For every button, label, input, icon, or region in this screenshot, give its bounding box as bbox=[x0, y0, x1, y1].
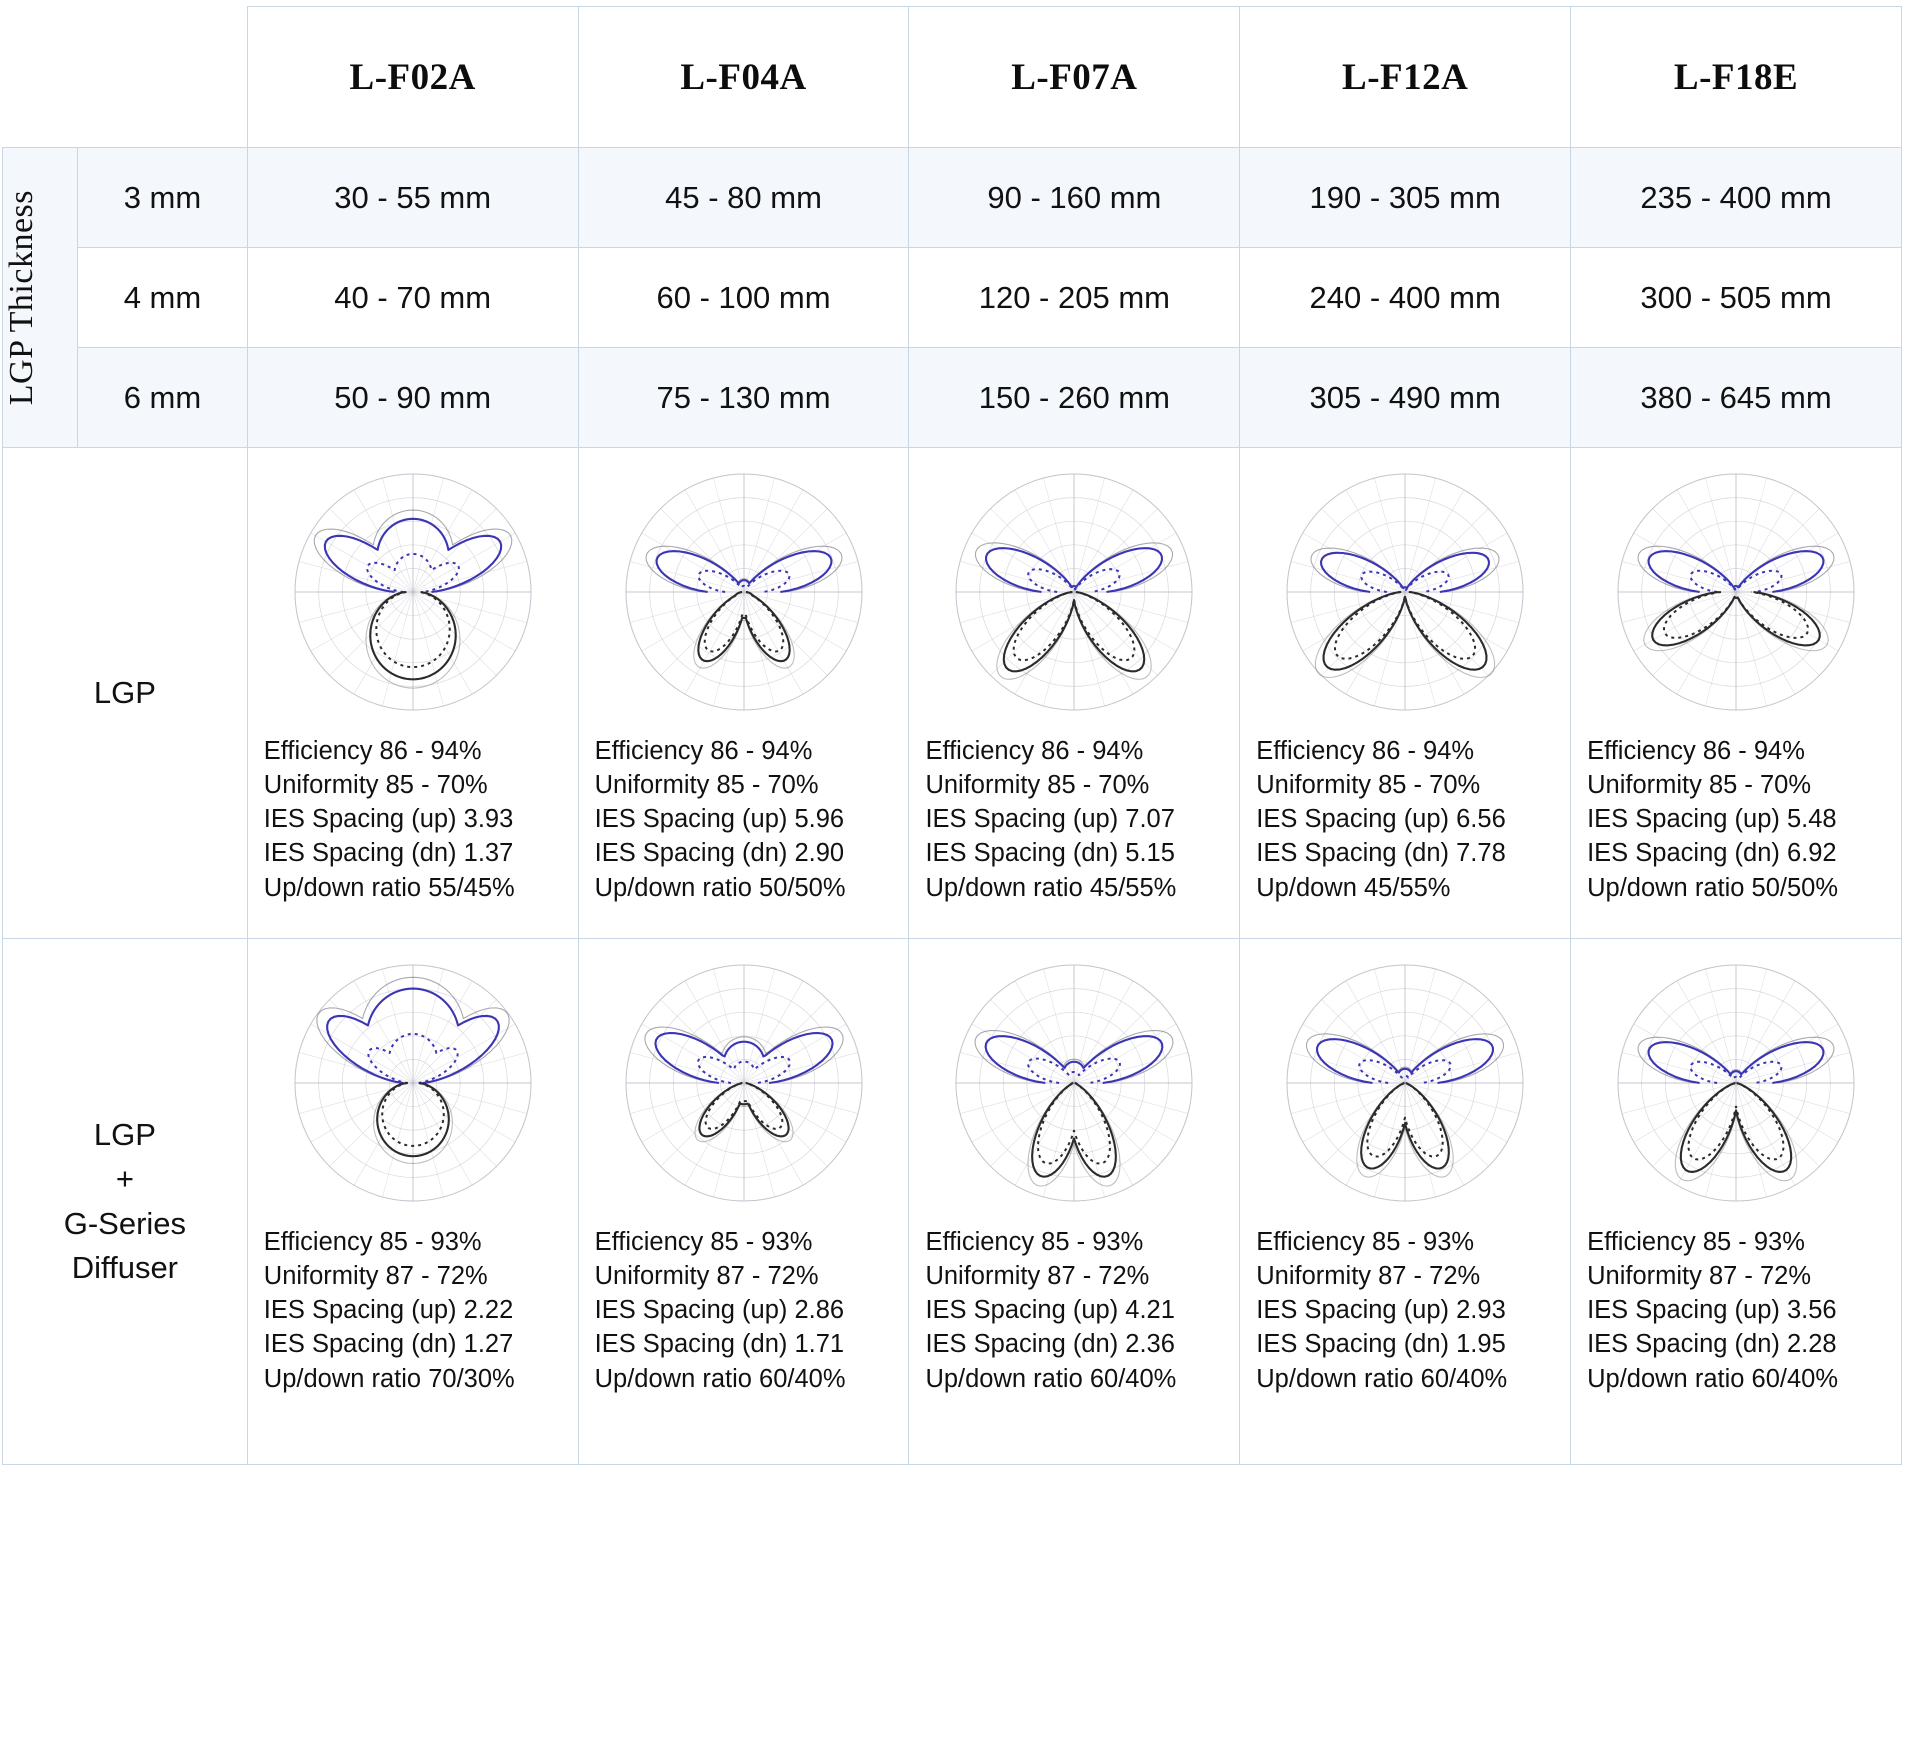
stat-ies-dn: IES Spacing (dn) 5.15 bbox=[925, 839, 1175, 868]
thickness-value-1-1: 60 - 100 mm bbox=[578, 248, 909, 348]
stats-diffuser-3 bbox=[1240, 1225, 1570, 1396]
stat-updown: Up/down ratio 50/50% bbox=[1587, 873, 1838, 902]
stat-ies-up: IES Spacing (up) 3.93 bbox=[263, 805, 514, 834]
stat-ies-up: IES Spacing (up) 2.93 bbox=[1256, 1296, 1506, 1325]
stat-uniformity: Uniformity 85 - 70% bbox=[1256, 771, 1481, 800]
stats-lgp-0 bbox=[248, 734, 578, 905]
thickness-value-1-2: 120 - 205 mm bbox=[909, 248, 1240, 348]
stat-ies-dn: IES Spacing (dn) 2.28 bbox=[1587, 1330, 1837, 1359]
polar-chart-diffuser-2 bbox=[947, 947, 1202, 1219]
column-header-2: L-F07A bbox=[909, 7, 1240, 148]
cell-lgp-4 bbox=[1571, 448, 1902, 939]
stat-ies-up: IES Spacing (up) 5.48 bbox=[1587, 805, 1837, 834]
section-label-line-0: LGP bbox=[93, 1117, 156, 1153]
lgp-thickness-axis-text: LGP Thickness bbox=[3, 189, 40, 406]
stat-uniformity: Uniformity 85 - 70% bbox=[925, 771, 1150, 800]
stat-updown: Up/down 45/55% bbox=[1256, 873, 1451, 902]
stat-updown: Up/down ratio 60/40% bbox=[1587, 1364, 1838, 1393]
stat-uniformity: Uniformity 87 - 72% bbox=[1256, 1262, 1481, 1291]
stat-updown: Up/down ratio 70/30% bbox=[263, 1364, 515, 1393]
stat-ies-up: IES Spacing (up) 7.07 bbox=[925, 805, 1175, 834]
stat-ies-up: IES Spacing (up) 3.56 bbox=[1587, 1296, 1837, 1325]
thickness-value-2-2: 150 - 260 mm bbox=[909, 348, 1240, 448]
cell-lgp-2 bbox=[909, 448, 1240, 939]
stat-efficiency: Efficiency 86 - 94% bbox=[1587, 737, 1805, 765]
cell-diffuser-0 bbox=[247, 939, 578, 1465]
stat-updown: Up/down ratio 60/40% bbox=[925, 1364, 1177, 1393]
stat-efficiency: Efficiency 86 - 94% bbox=[594, 737, 813, 765]
header-corner-spacer-2 bbox=[78, 7, 248, 148]
lgp-comparison-table bbox=[2, 6, 1902, 1465]
stat-uniformity: Uniformity 87 - 72% bbox=[925, 1262, 1150, 1291]
thickness-label-1: 4 mm bbox=[78, 248, 248, 348]
section-label-lgp-diffuser bbox=[3, 939, 248, 1465]
stats-diffuser-2 bbox=[909, 1225, 1239, 1396]
cell-diffuser-2 bbox=[909, 939, 1240, 1465]
stat-efficiency: Efficiency 85 - 93% bbox=[1587, 1228, 1805, 1256]
thickness-row-3mm bbox=[3, 148, 1902, 248]
thickness-label-0: 3 mm bbox=[78, 148, 248, 248]
stat-ies-up: IES Spacing (up) 4.21 bbox=[925, 1296, 1175, 1325]
cell-diffuser-1 bbox=[578, 939, 909, 1465]
stats-lgp-2 bbox=[909, 734, 1239, 905]
thickness-row-4mm bbox=[3, 248, 1902, 348]
column-header-0: L-F02A bbox=[247, 7, 578, 148]
thickness-value-1-3: 240 - 400 mm bbox=[1240, 248, 1571, 348]
stat-uniformity: Uniformity 85 - 70% bbox=[1587, 771, 1812, 800]
polar-chart-lgp-0 bbox=[285, 456, 540, 728]
section-row-lgp-diffuser bbox=[3, 939, 1902, 1465]
column-header-1: L-F04A bbox=[578, 7, 909, 148]
polar-chart-lgp-3 bbox=[1278, 456, 1533, 728]
thickness-value-2-0: 50 - 90 mm bbox=[247, 348, 578, 448]
cell-lgp-0 bbox=[247, 448, 578, 939]
stats-lgp-3 bbox=[1240, 734, 1570, 905]
thickness-value-2-1: 75 - 130 mm bbox=[578, 348, 909, 448]
thickness-label-2: 6 mm bbox=[78, 348, 248, 448]
thickness-row-6mm bbox=[3, 348, 1902, 448]
stat-ies-up: IES Spacing (up) 2.22 bbox=[263, 1296, 514, 1325]
stat-ies-up: IES Spacing (up) 5.96 bbox=[594, 805, 845, 834]
lgp-thickness-axis-label bbox=[3, 148, 78, 448]
stat-ies-dn: IES Spacing (dn) 1.27 bbox=[263, 1330, 514, 1359]
stats-lgp-1 bbox=[579, 734, 909, 905]
stat-uniformity: Uniformity 87 - 72% bbox=[594, 1262, 819, 1291]
stat-ies-dn: IES Spacing (dn) 6.92 bbox=[1587, 839, 1837, 868]
section-label-lgp bbox=[3, 448, 248, 939]
stat-ies-dn: IES Spacing (dn) 2.90 bbox=[594, 839, 845, 868]
stat-efficiency: Efficiency 86 - 94% bbox=[1256, 737, 1475, 765]
section-label-line-2: G-Series bbox=[63, 1205, 187, 1241]
thickness-value-2-3: 305 - 490 mm bbox=[1240, 348, 1571, 448]
header-row bbox=[3, 7, 1902, 148]
stat-efficiency: Efficiency 85 - 93% bbox=[594, 1228, 813, 1256]
cell-lgp-1 bbox=[578, 448, 909, 939]
stats-diffuser-0 bbox=[248, 1225, 578, 1396]
stat-ies-up: IES Spacing (up) 6.56 bbox=[1256, 805, 1506, 834]
cell-lgp-3 bbox=[1240, 448, 1571, 939]
stat-ies-up: IES Spacing (up) 2.86 bbox=[594, 1296, 845, 1325]
stat-efficiency: Efficiency 85 - 93% bbox=[1256, 1228, 1475, 1256]
stats-lgp-4 bbox=[1571, 734, 1901, 905]
stat-updown: Up/down ratio 45/55% bbox=[925, 873, 1177, 902]
header-corner-spacer bbox=[3, 7, 78, 148]
polar-chart-lgp-1 bbox=[616, 456, 871, 728]
stat-ies-dn: IES Spacing (dn) 7.78 bbox=[1256, 839, 1506, 868]
cell-diffuser-3 bbox=[1240, 939, 1571, 1465]
stats-diffuser-4 bbox=[1571, 1225, 1901, 1396]
stat-updown: Up/down ratio 50/50% bbox=[594, 873, 846, 902]
stats-diffuser-1 bbox=[579, 1225, 909, 1396]
section-label-line-0: LGP bbox=[93, 674, 156, 710]
polar-chart-diffuser-3 bbox=[1278, 947, 1533, 1219]
thickness-value-1-4: 300 - 505 mm bbox=[1571, 248, 1902, 348]
stat-uniformity: Uniformity 85 - 70% bbox=[594, 771, 819, 800]
comparison-table-sheet bbox=[0, 6, 1920, 1738]
polar-chart-lgp-4 bbox=[1609, 456, 1864, 728]
thickness-value-0-1: 45 - 80 mm bbox=[578, 148, 909, 248]
stat-ies-dn: IES Spacing (dn) 2.36 bbox=[925, 1330, 1175, 1359]
thickness-value-0-2: 90 - 160 mm bbox=[909, 148, 1240, 248]
stat-efficiency: Efficiency 86 - 94% bbox=[925, 737, 1144, 765]
stat-ies-dn: IES Spacing (dn) 1.37 bbox=[263, 839, 514, 868]
thickness-value-0-0: 30 - 55 mm bbox=[247, 148, 578, 248]
thickness-value-0-3: 190 - 305 mm bbox=[1240, 148, 1571, 248]
stat-uniformity: Uniformity 87 - 72% bbox=[263, 1262, 488, 1291]
thickness-value-1-0: 40 - 70 mm bbox=[247, 248, 578, 348]
cell-diffuser-4 bbox=[1571, 939, 1902, 1465]
column-header-4: L-F18E bbox=[1571, 7, 1902, 148]
stat-efficiency: Efficiency 85 - 93% bbox=[925, 1228, 1144, 1256]
thickness-value-2-4: 380 - 645 mm bbox=[1571, 348, 1902, 448]
stat-ies-dn: IES Spacing (dn) 1.71 bbox=[594, 1330, 845, 1359]
section-row-lgp bbox=[3, 448, 1902, 939]
section-label-line-3: Diffuser bbox=[71, 1249, 179, 1285]
stat-uniformity: Uniformity 87 - 72% bbox=[1587, 1262, 1812, 1291]
polar-chart-diffuser-0 bbox=[285, 947, 540, 1219]
stat-efficiency: Efficiency 85 - 93% bbox=[263, 1228, 482, 1256]
stat-updown: Up/down ratio 55/45% bbox=[263, 873, 515, 902]
stat-ies-dn: IES Spacing (dn) 1.95 bbox=[1256, 1330, 1506, 1359]
stat-updown: Up/down ratio 60/40% bbox=[594, 1364, 846, 1393]
thickness-value-0-4: 235 - 400 mm bbox=[1571, 148, 1902, 248]
column-header-3: L-F12A bbox=[1240, 7, 1571, 148]
stat-updown: Up/down ratio 60/40% bbox=[1256, 1364, 1508, 1393]
stat-efficiency: Efficiency 86 - 94% bbox=[263, 737, 482, 765]
polar-chart-diffuser-1 bbox=[616, 947, 871, 1219]
stat-uniformity: Uniformity 85 - 70% bbox=[263, 771, 488, 800]
section-label-line-1: + bbox=[115, 1161, 134, 1197]
polar-chart-diffuser-4 bbox=[1609, 947, 1864, 1219]
polar-chart-lgp-2 bbox=[947, 456, 1202, 728]
